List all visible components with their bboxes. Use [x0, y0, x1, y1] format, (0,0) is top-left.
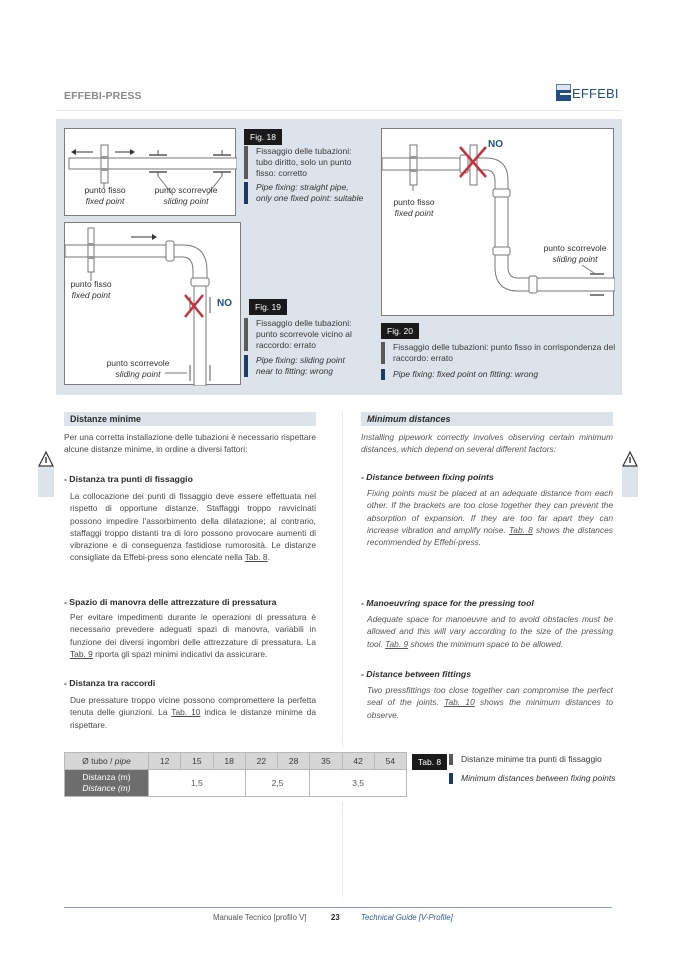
- subheading-it-fixing: - Distanza tra punti di fissaggio: [64, 474, 193, 484]
- fig18-caption-it: Fissaggio delle tubazioni: tubo diritto, solo un punto fisso: corretto: [244, 146, 354, 179]
- fig20-diagram: [381, 128, 614, 316]
- pipe-diameter-header: Ø tubo / pipe: [65, 753, 149, 770]
- no-label: NO: [488, 139, 503, 150]
- pipe-size-cell: 54: [374, 753, 406, 770]
- fig19-caption-it: Fissaggio delle tubazioni: punto scorrevole vicino al raccordo: errato: [244, 318, 356, 351]
- sliding-point-label: punto scorrevole sliding point: [543, 243, 607, 264]
- logo-mark-icon: [556, 84, 571, 101]
- pipe-size-cell: 18: [213, 753, 245, 770]
- fig19-tag: Fig. 19: [249, 299, 287, 315]
- fig19-diagram: [64, 222, 241, 385]
- fig20-tag: Fig. 20: [381, 323, 419, 339]
- tab8-caption-en: Minimum distances between fixing points: [449, 773, 619, 784]
- tab8-link[interactable]: Tab. 8: [244, 552, 268, 563]
- fixed-point-label: punto fisso fixed point: [393, 197, 435, 218]
- sliding-point-label: punto scorrevole sliding point: [154, 185, 218, 206]
- effebi-logo: [556, 84, 619, 101]
- warning-icon: [38, 451, 54, 467]
- pipe-size-cell: 42: [342, 753, 374, 770]
- fig20-caption-en: Pipe fixing: fixed point on fitting: wrong: [381, 369, 616, 380]
- pipe-size-cell: 22: [245, 753, 277, 770]
- fixed-point-label: punto fisso fixed point: [70, 279, 112, 300]
- paragraph-en-fittings: Two pressfittings too close together can compromise the perfect seal of the joints. Tab. 10 shows the minimum distances to observe.: [367, 685, 613, 720]
- distance-value-cell: 2,5: [245, 770, 310, 797]
- subheading-it-manoeuvre: - Spazio di manovra delle attrezzature di pressatura: [64, 597, 277, 607]
- page-number: 23: [331, 913, 340, 922]
- warning-marker-right: [622, 451, 638, 497]
- tab10-link[interactable]: Tab. 10: [444, 697, 475, 708]
- subheading-it-fittings: - Distanza tra raccordi: [64, 678, 156, 688]
- header-divider: [56, 110, 622, 111]
- tab8-tag: Tab. 8: [412, 754, 447, 770]
- pipe-size-cell: 12: [149, 753, 181, 770]
- section-heading-en: Minimum distances: [361, 412, 613, 426]
- warning-icon: [622, 451, 638, 467]
- paragraph-it-fittings: Due pressature troppo vicine possono compromettere la perfetta tenuta delle giunzioni. La Tab. 10 indica le distanze minime da rispettare.: [70, 695, 316, 730]
- paragraph-it-manoeuvre: Per evitare impedimenti durante le operazioni di pressatura è necessario prevedere adeguati spazi di manovra, variabili in funzione dei diversi ingombri delle attrezzature di pressatura. La Tab. 9 riporta gli spazi minimi indicativi da assicurare.: [70, 612, 316, 659]
- tab9-link[interactable]: Tab. 9: [70, 648, 93, 659]
- subheading-en-fittings: - Distance between fittings: [361, 669, 472, 679]
- figures-panel: [56, 119, 622, 395]
- pipe-size-cell: 15: [181, 753, 213, 770]
- section-heading-it: Distanze minime: [64, 412, 316, 426]
- intro-en: Installing pipework correctly involves observing certain minimum distances, which depend on several different factors:: [361, 432, 613, 455]
- fig20-caption-it: Fissaggio delle tubazioni: punto fisso in corrispondenza del raccordo: errato: [381, 342, 616, 364]
- fixed-point-label: punto fisso fixed point: [84, 185, 126, 206]
- warning-marker-left: [38, 451, 54, 497]
- intro-it: Per una corretta installazione delle tubazioni è necessario rispettare alcune distanze minime, in ordine a diversi fattori:: [64, 432, 316, 455]
- table-distance-row: [65, 770, 407, 797]
- tab8-caption-it: Distanze minime tra punti di fissaggio: [449, 754, 619, 765]
- fig18-tag: Fig. 18: [244, 129, 282, 145]
- paragraph-it-fixing: La collocazione dei punti di fissaggio deve essere effettuata nel rispetto di opportune distanze. Staffaggi troppo ravvicinati possono impedire l'assorbimento della dilatazione; al contrario, staffaggi troppo distanti tra di loro possono provocare aumenti di vibrazione e di conseguenza fastidiose rumorosità. Le distanze consigliate da Effebi-press sono elencate nella Tab. 8.: [70, 491, 316, 563]
- tab8-link[interactable]: Tab. 8: [508, 524, 533, 535]
- brand-title: EFFEBI-PRESS: [64, 90, 142, 102]
- footer-manual-it: Manuale Tecnico [profilo V]: [213, 913, 307, 922]
- tab9-link[interactable]: Tab. 9: [385, 638, 409, 649]
- pipe-size-cell: 35: [310, 753, 342, 770]
- footer-manual-en: Technical Guide [V-Profile]: [361, 913, 453, 922]
- pipe-size-cell: 28: [278, 753, 310, 770]
- no-label: NO: [217, 298, 232, 309]
- distance-value-cell: 1,5: [149, 770, 246, 797]
- subheading-en-fixing: - Distance between fixing points: [361, 472, 494, 482]
- paragraph-en-fixing: Fixing points must be placed at an adequate distance from each other. If the brackets are too close together they can prevent the absorption of expansion. If they are too far apart they can increase vibration and amplify noise. Tab. 8 shows the distances recommended by Effebi-press.: [367, 488, 613, 548]
- distance-value-cell: 3,5: [310, 770, 407, 797]
- fig18-caption-en: Pipe fixing: straight pipe, only one fixed point: suitable: [244, 182, 364, 204]
- distance-row-label: Distanza (m) Distance (m): [65, 770, 149, 797]
- fig18-diagram: [64, 128, 236, 216]
- sliding-point-label: punto scorrevole sliding point: [106, 358, 170, 379]
- column-divider: [342, 412, 343, 747]
- tab10-link[interactable]: Tab. 10: [171, 707, 201, 718]
- column-divider-lower: [342, 802, 343, 897]
- logo-text: EFFEBI: [572, 86, 619, 101]
- footer-divider: [64, 907, 612, 908]
- fixed-on-fitting-illustration: [382, 129, 615, 317]
- fig19-caption-en: Pipe fixing: sliding point near to fitting: wrong: [244, 355, 356, 377]
- minimum-distance-table: [64, 752, 407, 797]
- subheading-en-manoeuvre: - Manoeuvring space for the pressing tool: [361, 598, 534, 608]
- table-header-row: [65, 753, 407, 770]
- paragraph-en-manoeuvre: Adequate space for manoeuvre and to avoid obstacles must be allowed and this will vary according to the size of the pressing tool. Tab. 9 shows the minimum space to be allowed.: [367, 614, 613, 649]
